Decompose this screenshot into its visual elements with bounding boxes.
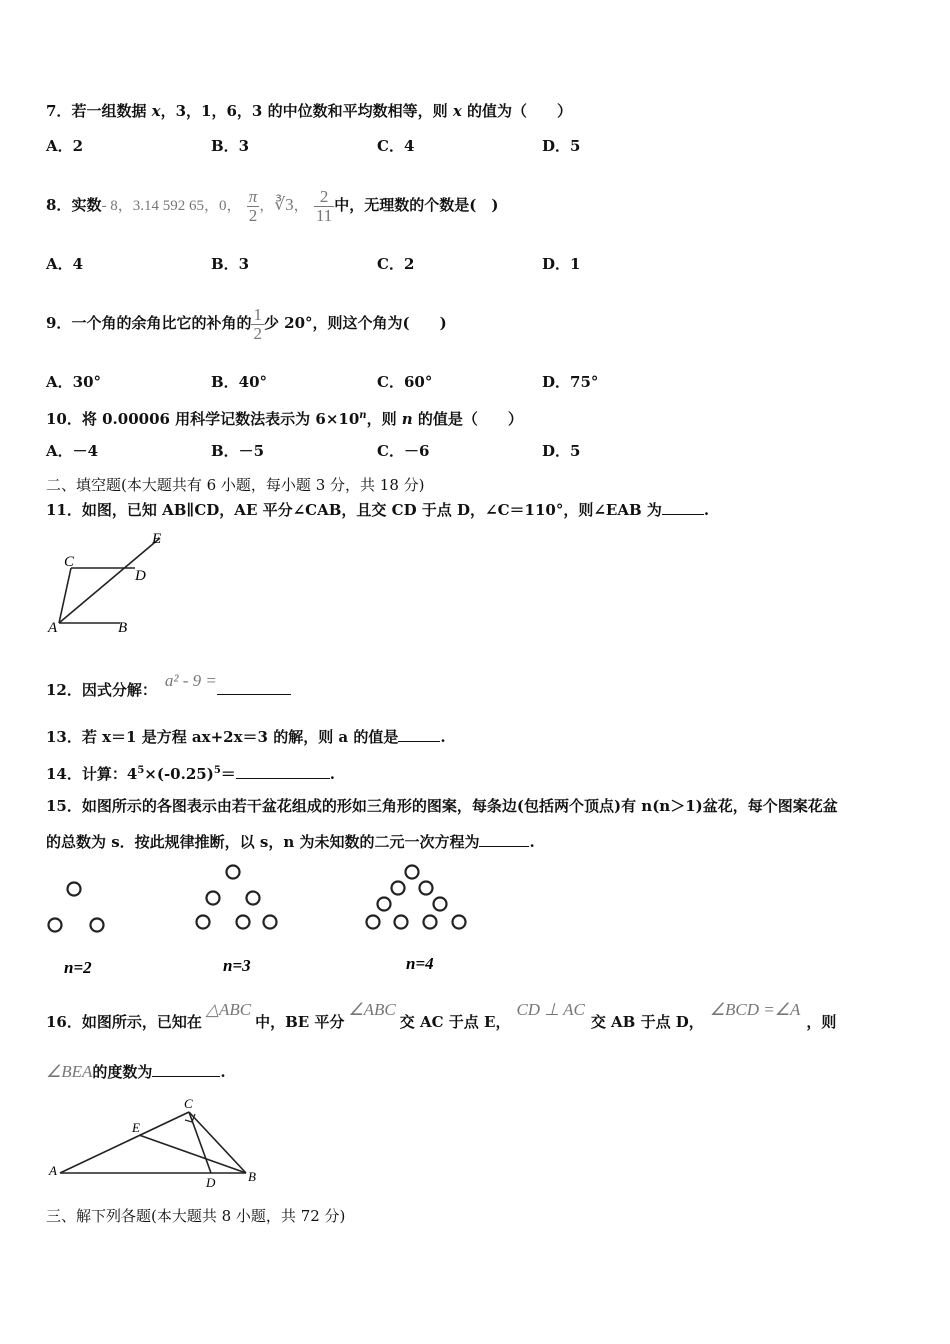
flowerpot-circle [227, 866, 240, 879]
label-n4: n=4 [406, 954, 434, 973]
question-number: 15． [46, 797, 82, 815]
flowerpot-circle [68, 883, 81, 896]
question-text: 因式分解： [81, 681, 157, 699]
q8-option-d[interactable]: D．1 [542, 255, 581, 273]
question-text: ，则 [366, 410, 402, 428]
flowerpot-pattern-figure [40, 860, 480, 980]
answer-blank[interactable] [217, 680, 291, 695]
question-text: 的值是（ ） [412, 410, 523, 428]
flowerpot-circle [197, 916, 210, 929]
question-text: 将 0.00006 用科学记数法表示为 6×10 [81, 410, 360, 428]
label-n3: n=3 [223, 956, 251, 975]
question-number: 10． [46, 410, 82, 428]
question-number: 7． [46, 102, 72, 120]
question-text: 少 20°，则这个角为( ) [263, 314, 447, 332]
flowerpot-circle [264, 916, 277, 929]
variable: x [452, 102, 462, 120]
math-expression: CD ⊥ AC [516, 1000, 585, 1019]
label-d: D [206, 1175, 216, 1190]
q10-option-a[interactable]: A．－4 [46, 442, 99, 460]
q8-option-a[interactable]: A．4 [46, 255, 84, 273]
question-number: 8． [46, 196, 72, 214]
side-cb [189, 1112, 246, 1173]
segment-be [139, 1135, 246, 1173]
q10-option-b[interactable]: B．－5 [211, 442, 265, 460]
label-n2: n=2 [64, 958, 92, 977]
question-text: 交 AC 于点 E， [399, 1013, 511, 1031]
question-15-line-1 [46, 796, 838, 816]
flowerpot-circle [424, 916, 437, 929]
label-e: E [132, 1120, 140, 1135]
label-a: A [48, 620, 58, 636]
question-number: 13． [46, 728, 82, 746]
question-text: ，则 [806, 1013, 837, 1031]
section-heading-solve: 三、解下列各题(本大题共 8 小题，共 72 分) [46, 1207, 346, 1225]
flowerpot-circle [49, 919, 62, 932]
q9-option-c[interactable]: C．60° [377, 373, 433, 391]
question-text: ×(-0.25) [144, 765, 214, 783]
exponent: 5 [137, 765, 145, 776]
variable: n [401, 410, 413, 428]
flowerpot-circle [367, 916, 380, 929]
question-number: 11． [46, 501, 82, 519]
answer-blank[interactable] [479, 832, 529, 847]
q8-option-c[interactable]: C．2 [377, 255, 415, 273]
question-14: 14．计算：$4^5\times(-0.25)^5=$ . [46, 765, 336, 783]
question-7 [46, 101, 572, 121]
question-16-line-1 [46, 1000, 837, 1032]
fraction-one-half: $\frac{1}{2}$ [253, 304, 262, 343]
fraction-2-over-11: $\frac{2}{11}$ [315, 186, 333, 225]
q7-option-c[interactable]: C．4 [377, 137, 415, 155]
question-number: 9． [46, 314, 72, 332]
answer-blank[interactable] [398, 727, 440, 742]
question-10 [46, 406, 523, 429]
parallel-lines-figure [40, 528, 180, 638]
question-text: 中，BE 平分 [255, 1013, 345, 1031]
variable: x [151, 102, 161, 120]
q7-option-b[interactable]: B．3 [211, 137, 250, 155]
question-12 [46, 671, 291, 700]
flowerpot-circle [91, 919, 104, 932]
question-text: ＝ [220, 765, 236, 783]
question-text: 的度数为 [92, 1063, 153, 1081]
answer-blank[interactable] [236, 764, 330, 779]
question-text: 若一组数据 [71, 102, 152, 120]
math-expression: ∠ABC [348, 1000, 396, 1019]
question-text: 的总数为 s．按此规律推断，以 s，n 为未知数的二元一次方程为 [46, 833, 480, 851]
fraction-pi-over-2: $\frac{\pi}{2}$ [248, 186, 258, 225]
question-text: 如图所示，已知在 [81, 1013, 202, 1031]
q7-option-d[interactable]: D．5 [542, 137, 581, 155]
question-text: ，3，1，6，3 的中位数和平均数相等，则 [160, 102, 453, 120]
math-expression: △ABC [205, 1000, 252, 1019]
question-text: 的值为（ ） [461, 102, 573, 120]
label-e: E [152, 531, 162, 547]
flowerpot-circle [247, 892, 260, 905]
q9-option-b[interactable]: B．40° [211, 373, 268, 391]
label-b: B [248, 1169, 256, 1184]
answer-blank[interactable] [662, 500, 704, 515]
question-text: 计算：4 [81, 765, 138, 783]
question-text: 如图，已知 AB∥CD，AE 平分∠CAB，且交 CD 于点 D，∠C＝110°，则∠EAB 为 [81, 501, 662, 519]
flowerpot-circle [392, 882, 405, 895]
question-text: 交 AB 于点 D， [590, 1013, 704, 1031]
flowerpot-circle [406, 866, 419, 879]
math-value: - 8 [101, 198, 118, 214]
q10-option-c[interactable]: C．－6 [377, 442, 430, 460]
side-ac [60, 1112, 189, 1173]
flowerpot-circle [453, 916, 466, 929]
flowerpot-circle [237, 916, 250, 929]
question-number: 12． [46, 681, 82, 699]
q9-option-d[interactable]: D．75° [542, 373, 599, 391]
label-a: A [49, 1163, 57, 1178]
answer-blank[interactable] [152, 1062, 220, 1077]
question-text: 一个角的余角比它的补角的 [71, 314, 252, 332]
math-expression: ∠BEA [46, 1062, 93, 1081]
question-number: 14． [46, 765, 82, 783]
flowerpot-circle [207, 892, 220, 905]
flowerpot-circle [378, 898, 391, 911]
triangle-abc-figure [44, 1095, 264, 1190]
q9-option-a[interactable]: A．30° [46, 373, 102, 391]
flowerpot-circle [395, 916, 408, 929]
question-15-line-2: 的总数为 s．按此规律推断，以 s，n 为未知数的二元一次方程为 . [46, 833, 535, 851]
question-text: 中，无理数的个数是( ) [334, 196, 499, 214]
q10-option-d[interactable]: D．5 [542, 442, 581, 460]
question-text: 若 x＝1 是方程 ax+2x＝3 的解，则 a 的值是 [81, 728, 399, 746]
math-expression: ∠BCD =∠A [709, 1000, 801, 1019]
label-c: C [64, 554, 75, 570]
exponent: 5 [213, 765, 221, 776]
question-16-line-2: ∠BEA的度数为 . [46, 1062, 226, 1081]
label-c: C [184, 1096, 193, 1111]
q7-option-a[interactable]: A．2 [46, 137, 84, 155]
flowerpot-circle [420, 882, 433, 895]
math-value: 0 [218, 198, 227, 214]
math-value: 3.14 592 65 [132, 198, 204, 214]
question-9 [46, 290, 447, 356]
section-heading-fill-in: 二、填空题(本大题共有 6 小题，每小题 3 分，共 18 分) [46, 476, 425, 494]
question-11: 11．如图，已知 AB∥CD，AE 平分∠CAB，且交 CD 于点 D，∠C＝110°，则∠EAB 为 . [46, 501, 710, 519]
question-number: 16． [46, 1013, 82, 1031]
label-b: B [118, 620, 128, 636]
math-expression: a² - 9 = [164, 671, 217, 690]
flowerpot-circle [434, 898, 447, 911]
label-d: D [135, 568, 146, 584]
question-text: 实数 [71, 196, 102, 214]
question-8: 8．实数- 8，3.14 592 65，0， $\frac{\pi}{2}$ ，∛3， $\frac{2}{11}$ 中，无理数的个数是( ) [46, 186, 499, 225]
q8-option-b[interactable]: B．3 [211, 255, 250, 273]
exponent: n [359, 410, 367, 421]
cube-root: ∛3 [274, 195, 294, 214]
question-13: 13．若 x＝1 是方程 ax+2x＝3 的解，则 a 的值是 . [46, 728, 446, 746]
question-text: 如图所示的各图表示由若干盆花组成的形如三角形的图案，每条边(包括两个顶点)有 n(n＞1)盆花，每个图案花盆 [81, 797, 838, 815]
